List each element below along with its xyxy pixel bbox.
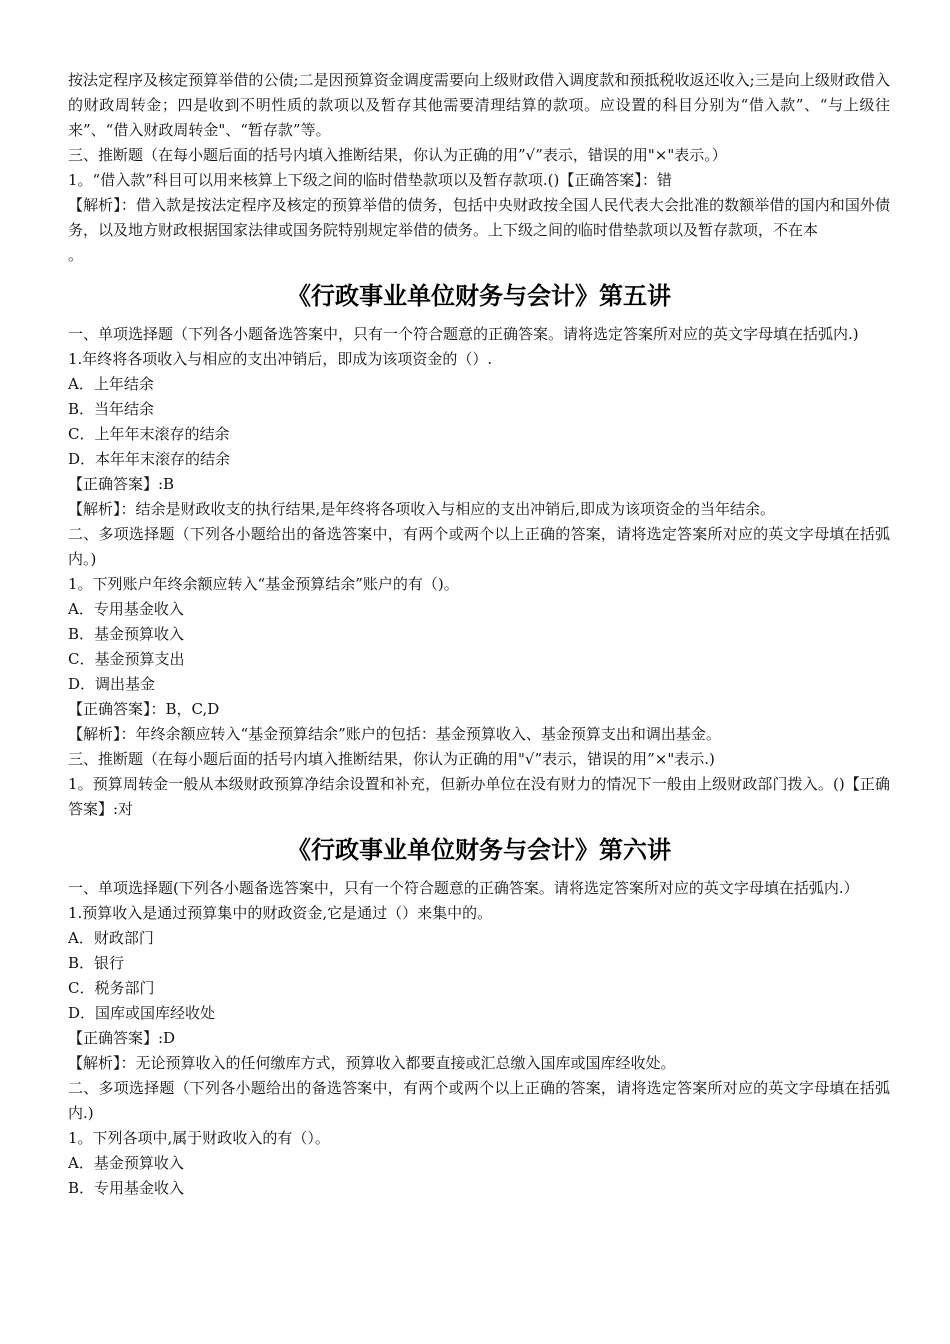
option-c: C．税务部门 [68,979,155,997]
option-c: C．上年年末滚存的结余 [68,425,230,443]
question-text: 1。下列账户年终余额应转入“基金预算结余”账户的有（)。 [68,575,459,593]
option-b: B．专用基金收入 [68,1179,185,1197]
option-a: A．上年结余 [68,375,154,393]
section-multi-choice-heading: 二、多项选择题（下列各小题给出的备选答案中，有两个或两个以上正确的答案，请将选定答案所对应的英文字母填在括弧内.) [68,1079,890,1122]
question-text: 1。下列各项中,属于财政收入的有（）。 [68,1129,330,1147]
trailing-mark: 。 [68,246,84,264]
analysis-text: 【解析】：无论预算收入的任何缴库方式，预算收入都要直接或汇总缴入国库或国库经收处。 [68,1054,676,1072]
question-text: 1。“借入款”科目可以用来核算上下级之间的临时借垫款项以及暂存款项.()【正确答案】：错 [68,171,672,189]
option-a: A．专用基金收入 [68,600,184,618]
section-judgment-heading: 三、推断题（在每小题后面的括号内填入推断结果，你认为正确的用"√”表示，错误的用”×"表示.) [68,750,715,768]
section-single-choice-heading: 一、单项选择题（下列各小题备选答案中，只有一个符合题意的正确答案。请将选定答案所对应的英文字母填在括弧内.) [68,325,859,343]
lecture-5-title: 《行政事业单位财务与会计》第五讲 [287,282,671,310]
option-d: D．调出基金 [68,675,156,693]
question-text: 1.预算收入是通过预算集中的财政资金,它是通过（）来集中的。 [68,904,493,922]
option-c: C．基金预算支出 [68,650,185,668]
analysis-text: 【解析】：结余是财政收支的执行结果,是年终将各项收入与相应的支出冲销后,即成为该项资金的当年结余。 [68,500,776,518]
option-b: B．基金预算收入 [68,625,185,643]
question-text: 1。预算周转金一般从本级财政预算净结余设置和补充，但新办单位在没有财力的情况下一般由上级财政部门拨入。()【正确答案】:对 [68,775,890,818]
intro-paragraph: 按法定程序及核定预算举借的公债;二是因预算资金调度需要向上级财政借入调度款和预抵税收返还收入;三是向上级财政借入的财政周转金；四是收到不明性质的款项以及暂存其他需要清理结算的款项。应设置的科目分别为“借入款”、“与上级往来”、“借入财政周转金"、“暂存款”等。 [68,71,890,139]
option-b: B．银行 [68,954,125,972]
option-b: B．当年结余 [68,400,155,418]
option-d: D．国库或国库经收处 [68,1004,216,1022]
analysis-text: 【解析】：年终余额应转入“基金预算结余”账户的包括：基金预算收入、基金预算支出和调出基金。 [68,725,721,743]
section-multi-choice-heading: 二、多项选择题（下列各小题给出的备选答案中，有两个或两个以上正确的答案，请将选定答案所对应的英文字母填在括弧内。) [68,525,890,568]
correct-answer: 【正确答案】：B，C,D [68,700,220,718]
option-a: A．财政部门 [68,929,154,947]
section-single-choice-heading: 一、单项选择题(下列各小题备选答案中，只有一个符合题意的正确答案。请将选定答案所对应的英文字母填在括弧内.） [68,879,859,897]
correct-answer: 【正确答案】:B [68,475,175,493]
document-page [68,68,890,1201]
analysis-text: 【解析】：借入款是按法定程序及核定的预算举借的债务，包括中央财政按全国人民代表大会批准的数额举借的国内和国外债务，以及地方财政根据国家法律或国务院特别规定举借的债务。上下级之间的临时借垫款项以及暂存款项，不在本 [68,196,890,239]
option-a: A．基金预算收入 [68,1154,184,1172]
lecture-6-title: 《行政事业单位财务与会计》第六讲 [287,836,671,864]
option-d: D．本年年末滚存的结余 [68,450,231,468]
section-judgment-heading: 三、推断题（在每小题后面的括号内填入推断结果，你认为正确的用”√”表示，错误的用"×"表示。） [68,146,727,164]
question-text: 1.年终将各项收入与相应的支出冲销后，即成为该项资金的（）. [68,350,493,368]
correct-answer: 【正确答案】:D [68,1029,176,1047]
